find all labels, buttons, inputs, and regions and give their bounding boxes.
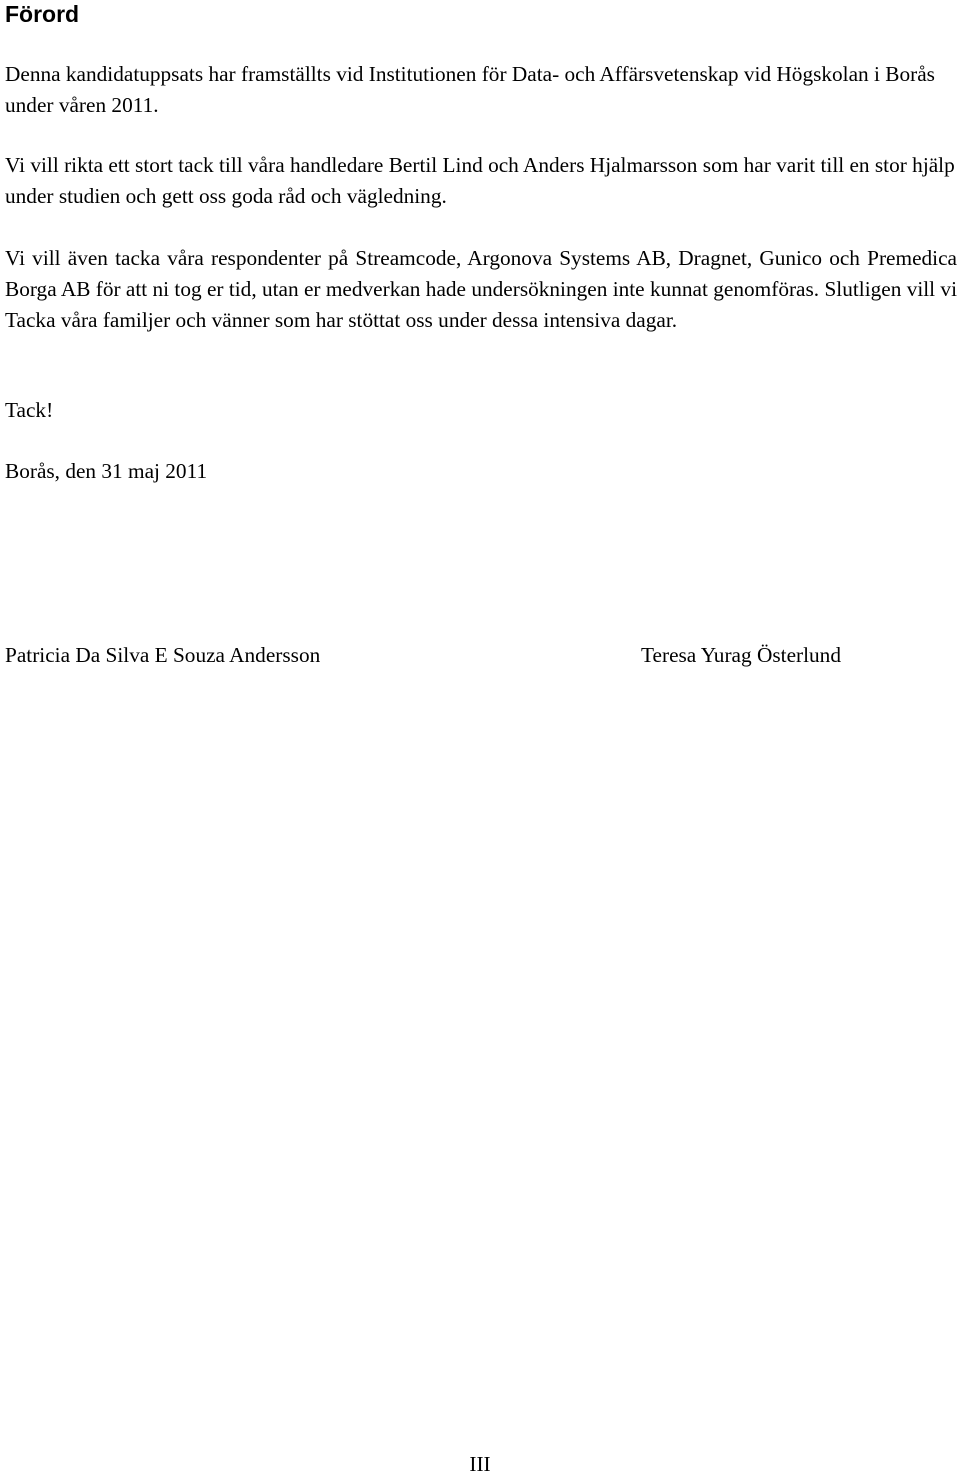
- page-number: III: [469, 1452, 491, 1476]
- intro-paragraph: Denna kandidatuppsats har framställts vid Institutionen för Data- och Affärsvetenskap vid Högskolan i Borås under våren 2011.: [5, 62, 935, 117]
- author-signature-1: Patricia Da Silva E Souza Andersson: [5, 643, 321, 667]
- supervisors-paragraph: Vi vill rikta ett stort tack till våra handledare Bertil Lind och Anders Hjalmarsson som har varit till en stor hjälp under studien och gett oss goda råd och vägledning.: [5, 153, 955, 208]
- thanks-text: Tack!: [5, 398, 54, 422]
- respondents-paragraph: Vi vill även tacka våra respondenter på Streamcode, Argonova Systems AB, Dragnet, Gunico och Premedica Borga AB för att ni tog er tid, utan er medverkan hade undersökningen inte kunnat genomföras. Slutligen vill vi Tacka våra familjer och vänner som har stöttat oss under dessa intensiva dagar.: [5, 246, 957, 332]
- place-date-text: Borås, den 31 maj 2011: [5, 459, 208, 483]
- page-title: Förord: [5, 1, 80, 27]
- author-signature-2: Teresa Yurag Österlund: [641, 643, 841, 667]
